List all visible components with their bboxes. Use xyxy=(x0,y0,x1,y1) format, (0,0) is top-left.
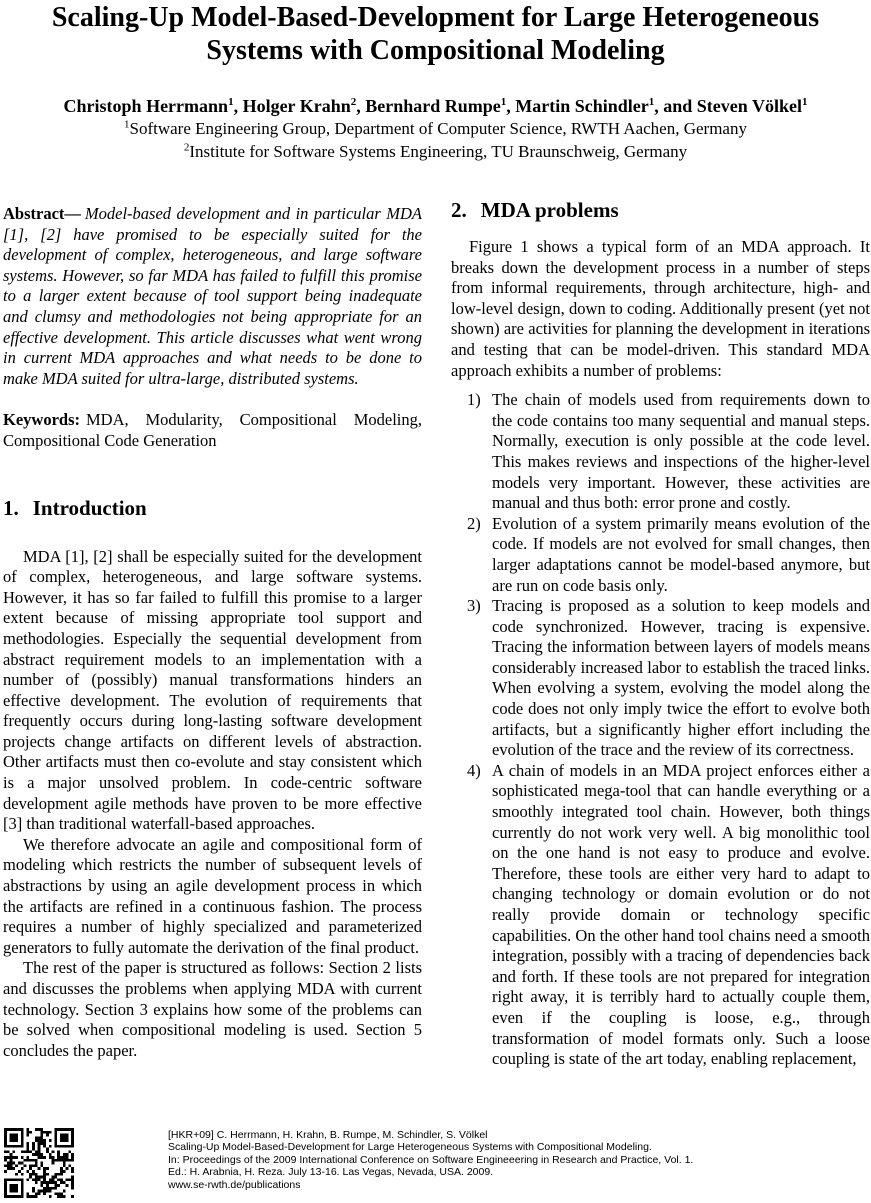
author-superscript: 1 xyxy=(500,96,507,108)
item-number: 4) xyxy=(467,760,481,780)
item-text: Evolution of a system primarily means evolution of the code. If models are not evolved for small changes, then larger adaptations cannot be model-based anymore, but are run on code basis only. xyxy=(492,513,870,595)
abstract-dash: — xyxy=(64,204,81,223)
author-separator: , and xyxy=(654,96,697,116)
paper-title: Scaling-Up Model-Based-Development for Large Heterogeneous Systems with Compositional Modeling xyxy=(51,2,820,66)
section-2-heading xyxy=(451,198,870,223)
keywords-label: Keywords: xyxy=(3,410,80,430)
section-2-number: 2. xyxy=(451,198,467,222)
problem-item-2 xyxy=(451,514,870,596)
author-superscript: 1 xyxy=(648,96,655,108)
citation-line-5: www.se-rwth.de/publications xyxy=(168,1178,301,1191)
body-columns xyxy=(3,198,869,1070)
affiliation-text: Institute for Software Systems Engineering, TU Braunschweig, Germany xyxy=(189,142,688,161)
affiliation-line-2 xyxy=(0,141,871,163)
left-column xyxy=(3,198,422,1070)
item-number: 2) xyxy=(467,513,481,533)
citation-line-4: Ed.: H. Arabnia, H. Reza. July 13-16. Las Vegas, Nevada, USA. 2009. xyxy=(168,1166,494,1179)
affiliation-text: Software Engineering Group, Department of Computer Science, RWTH Aachen, Germany xyxy=(129,119,747,138)
author-name: Steven Völkel xyxy=(696,96,802,116)
item-number: 3) xyxy=(467,596,481,616)
section-2-title: MDA problems xyxy=(480,198,619,222)
affiliation-superscript: 2 xyxy=(183,141,190,154)
affiliation-line-1 xyxy=(0,118,871,140)
section-1-heading xyxy=(3,496,422,521)
problem-item-4 xyxy=(451,761,870,1070)
qr-code-icon xyxy=(3,1128,75,1198)
paper-header xyxy=(0,0,871,163)
problem-item-1 xyxy=(451,390,870,514)
author-separator: , xyxy=(506,96,516,116)
keywords-text: MDA, Modularity, Compositional Modeling, Compositional Code Generation xyxy=(3,410,422,450)
problem-list xyxy=(451,390,870,1070)
item-text: Tracing is proposed as a solution to keep models and code synchronized. However, tracing is expensive. Tracing the information between layers of models means considerably increased labor to establish the traced links. When evolving a system, evolving the model along the code does not only imply twice the effort to evolve both artifacts, but a significantly higher effort including the evolution of the trace and the review of its correctness. xyxy=(492,596,870,760)
author-superscript: 1 xyxy=(228,96,234,108)
affiliation-superscript: 1 xyxy=(124,118,130,131)
authors-line xyxy=(0,96,871,117)
mda-intro-paragraph: Figure 1 shows a typical form of an MDA approach. It breaks down the development process in a number of steps from informal requirements, through architecture, high- and low-level design, down to coding. Additionally present (yet not shown) are activities for planning the development in iterations and testing that can be model-driven. This standard MDA approach exhibits a number of problems: xyxy=(451,237,870,380)
abstract-text: Model-based development and in particular MDA [1], [2] have promised to be especially suited for the development of complex, heterogeneous, and large software systems. However, so far MDA has failed to fulfill this promise to a larger extent because of tool support being inadequate and clumsy and methodologies not being appropriate for an effective development. This article discusses what went wrong in current MDA approaches and what needs to be done to make MDA suited for ultra-large, distributed systems. xyxy=(3,204,422,388)
right-column xyxy=(451,198,870,1070)
author-name: Christoph Herrmann xyxy=(63,96,229,116)
keywords-paragraph xyxy=(3,410,422,451)
author-name: Martin Schindler xyxy=(515,96,649,116)
section-1-number: 1. xyxy=(3,495,19,520)
author-separator: , xyxy=(233,96,243,116)
author-superscript: 2 xyxy=(350,96,357,108)
citation-line-1: [HKR+09] C. Herrmann, H. Krahn, B. Rumpe, M. Schindler, S. Völkel xyxy=(168,1129,488,1141)
problem-item-3 xyxy=(451,596,870,761)
author-name: Holger Krahn xyxy=(242,96,351,116)
abstract-paragraph xyxy=(3,204,422,389)
author-superscript: 1 xyxy=(801,96,808,108)
intro-paragraph-3: The rest of the paper is structured as follows: Section 2 lists and discusses the problems when applying MDA with current technology. Section 3 explains how some of the problems can be solved when compositional modeling is used. Section 5 concludes the paper. xyxy=(3,958,422,1060)
item-number: 1) xyxy=(467,390,481,410)
intro-paragraph-1: MDA [1], [2] shall be especially suited for the development of complex, heterogeneous, and large software systems. However, it has so far failed to fulfill this promise to a larger extent because of missing appropriate tool support and methodologies. Especially the sequential development from abstract requirement models to an implementation with a number of (possibly) manual transformations hinders an effective development. The evolution of requirements that frequently occurs during long-lasting software development projects change artifacts on different levels of abstraction. Other artifacts must then co-evolute and stay consistent which is a major unsolved problem. In code-centric software development agile methods have proven to be more effective [3] than traditional waterfall-based approaches. xyxy=(3,546,422,834)
item-text: A chain of models in an MDA project enforces either a sophisticated mega-tool that can handle everything or a smoothly integrated tool chain. However, both things currently do not work very well. A big monolithic tool on the one hand is not easy to produce and evolve. Therefore, these tools are either very hard to adapt to changing technology or domain evolution or do not really provide domain or technology specific capabilities. On the other hand tool chains need a smooth integration, possibly with a tracing of dependencies back and forth. If these tools are not prepared for integration right away, it is terribly hard to actually couple them, even if the coupling is loose, e.g., through transformation of model formats only. Such a loose coupling is state of the art today, enabling replacement, xyxy=(492,760,870,1069)
citation-block xyxy=(168,1129,693,1191)
abstract-label: Abstract xyxy=(3,204,65,223)
item-text: The chain of models used from requirements down to the code contains too many sequential and manual steps. Normally, execution is only possible at the code level. This makes reviews and inspections of the higher-level models very important. However, these activities are manual and thus both: error prone and costly. xyxy=(492,390,870,513)
author-separator: , xyxy=(356,96,366,116)
citation-line-2: Scaling-Up Model-Based-Development for Large Heterogeneous Systems with Compositional Modeling. xyxy=(168,1141,652,1154)
citation-line-3: In: Proceedings of the 2009 International Conference on Software Engineeering in Research and Practice, Vol. 1. xyxy=(168,1153,694,1166)
section-1-title: Introduction xyxy=(32,495,147,520)
author-name: Bernhard Rumpe xyxy=(365,96,501,116)
intro-paragraph-2: We therefore advocate an agile and compositional form of modeling which restricts the number of subsequent levels of abstractions by using an agile development process in which the artifacts are refined in a continuous fashion. The process requires a number of highly specialized and parameterized generators to fully automate the derivation of the final product. xyxy=(3,834,422,957)
